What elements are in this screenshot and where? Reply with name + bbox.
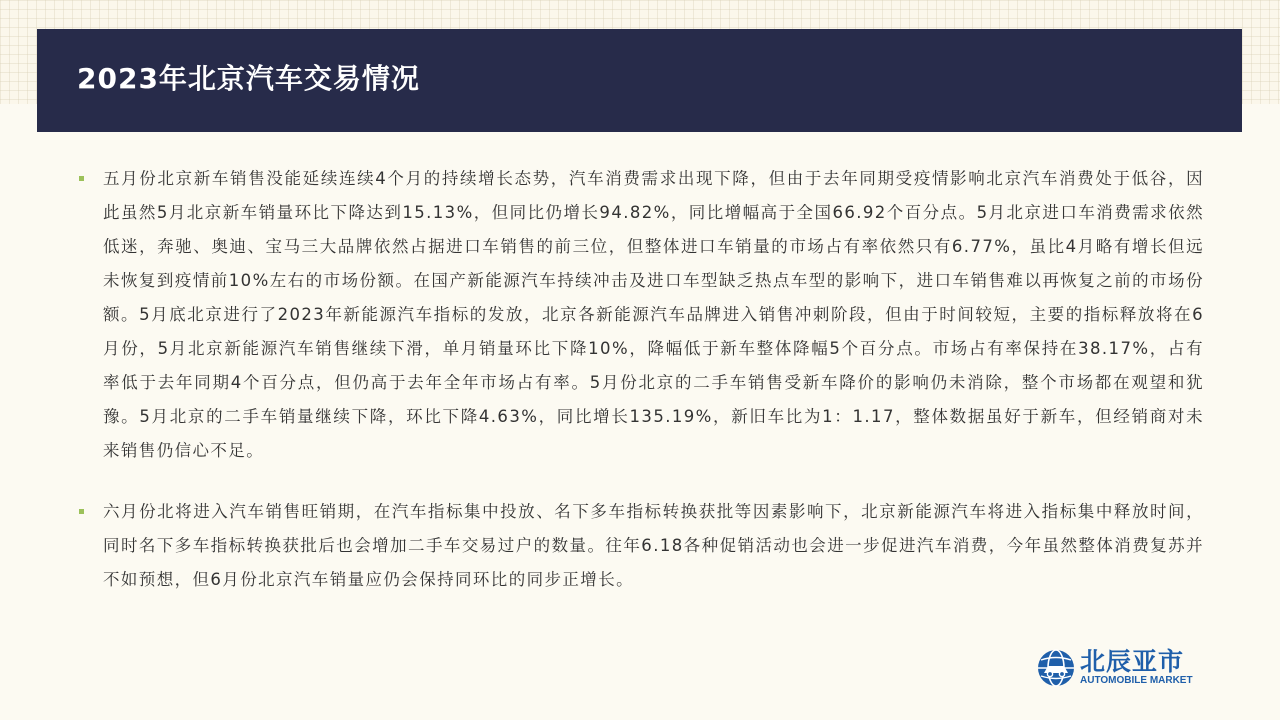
bullet-paragraph [78, 495, 1204, 597]
bullet-square-icon [79, 509, 84, 514]
logo-name-en: AUTOMOBILE MARKET [1080, 675, 1193, 686]
title-bar [37, 29, 1242, 132]
bullet-paragraph [78, 162, 1204, 468]
page-title: 2023年北京汽车交易情况 [77, 62, 420, 95]
logo [1036, 645, 1210, 691]
logo-name-cn: 北辰亚市 [1080, 647, 1185, 676]
paragraph-text: 六月份北将进入汽车销售旺销期，在汽车指标集中投放、名下多车指标转换获批等因素影响下，北京新能源汽车将进入指标集中释放时间，同时名下多车指标转换获批后也会增加二手车交易过户的数量。往年6.18各种促销活动也会进一步促进汽车消费，今年虽然整体消费复苏并不如预想，但6月份北京汽车销量应仍会保持同环比的同步正增长。 [103, 502, 1204, 589]
globe-car-icon [1036, 648, 1076, 688]
paragraph-text: 五月份北京新车销售没能延续连续4个月的持续增长态势，汽车消费需求出现下降，但由于去年同期受疫情影响北京汽车消费处于低谷，因此虽然5月北京新车销量环比下降达到15.13%，但同比仍增长94.82%，同比增幅高于全国66.92个百分点。5月北京进口车消费需求依然低迷，奔驰、奥迪、宝马三大品牌依然占据进口车销售的前三位，但整体进口车销量的市场占有率依然只有6.77%，虽比4月略有增长但远未恢复到疫情前10%左右的市场份额。在国产新能源汽车持续冲击及进口车型缺乏热点车型的影响下，进口车销售难以再恢复之前的市场份额。5月底北京进行了2023年新能源汽车指标的发放，北京各新能源汽车品牌进入销售冲刺阶段，但由于时间较短，主要的指标释放将在6月份，5月北京新能源汽车销售继续下滑，单月销量环比下降10%，降幅低于新车整体降幅5个百分点。市场占有率保持在38.17%，占有率低于去年同期4个百分点，但仍高于去年全年市场占有率。5月份北京的二手车销售受新车降价的影响仍未消除，整个市场都在观望和犹豫。5月北京的二手车销量继续下降，环比下降4.63%，同比增长135.19%，新旧车比为1：1.17，整体数据虽好于新车，但经销商对未来销售仍信心不足。 [103, 169, 1204, 460]
bullet-square-icon [79, 176, 84, 181]
content-area [78, 162, 1204, 597]
